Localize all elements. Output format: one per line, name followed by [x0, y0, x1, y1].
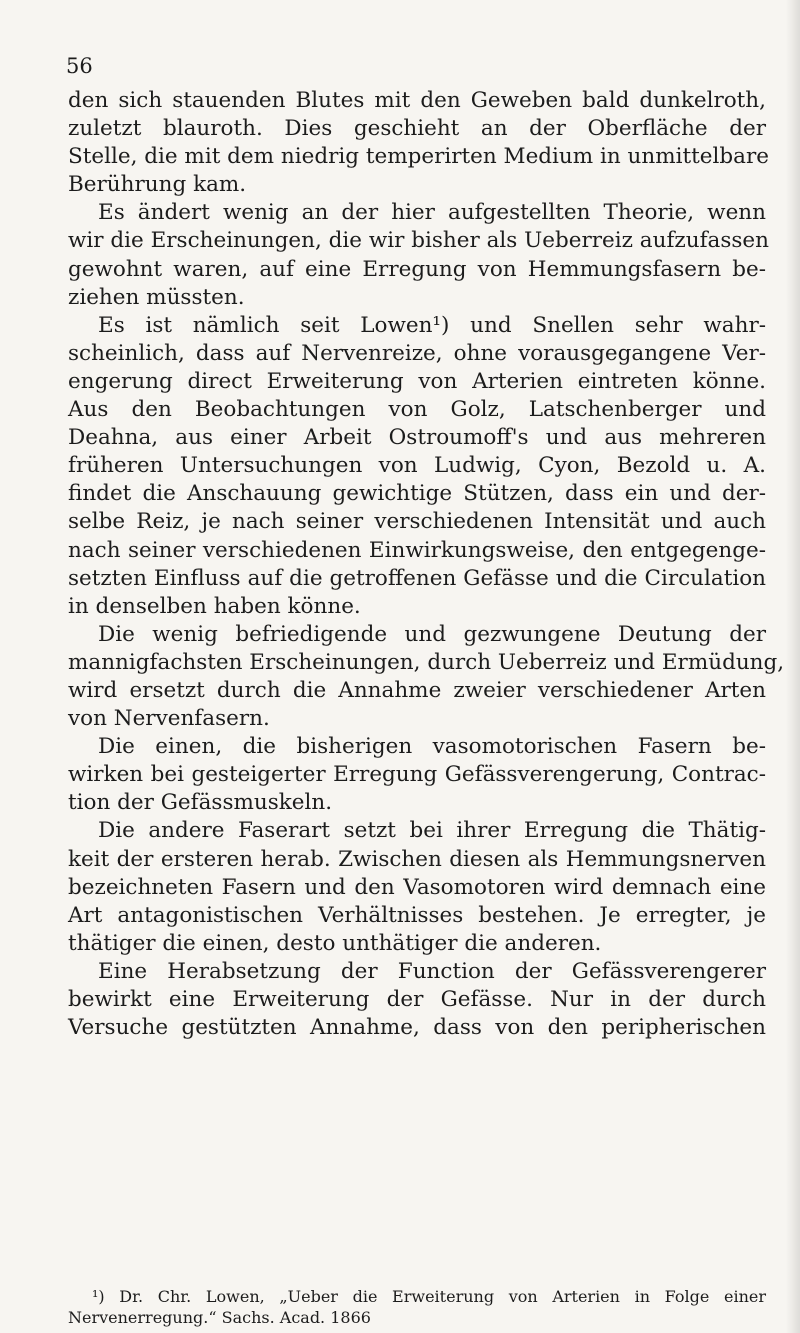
text-line: setzten Einfluss auf die getroffenen Gefässe und die Circulation — [68, 565, 766, 591]
text-line: thätiger die einen, desto unthätiger die anderen. — [68, 930, 602, 956]
text-line: gewohnt waren, auf eine Erregung von Hemmungsfasern be- — [68, 256, 766, 282]
text-line: Aus den Beobachtungen von Golz, Latschenberger und — [68, 397, 766, 423]
text-line: Deahna, aus einer Arbeit Ostroumoff's und aus mehreren — [68, 425, 766, 451]
text-line: Stelle, die mit dem niedrig temperirten Medium in unmittelbare — [68, 144, 769, 170]
text-line: findet die Anschauung gewichtige Stützen, dass ein und der- — [68, 481, 766, 507]
text-line: Die einen, die bisherigen vasomotorischen Fasern be- — [98, 734, 766, 760]
body-text — [68, 87, 785, 1042]
page-number: 56 — [66, 54, 93, 78]
page-edge-shadow — [786, 0, 800, 1333]
text-line: Berührung kam. — [68, 172, 247, 198]
text-line: wirken bei gesteigerter Erregung Gefässverengerung, Contrac- — [68, 762, 766, 788]
text-line: wir die Erscheinungen, die wir bisher als Ueberreiz aufzufassen — [68, 228, 769, 254]
text-line: Es ändert wenig an der hier aufgestellten Theorie, wenn — [98, 200, 766, 226]
text-line: früheren Untersuchungen von Ludwig, Cyon, Bezold u. A. — [68, 453, 766, 479]
text-line: engerung direct Erweiterung von Arterien eintreten könne. — [68, 368, 766, 394]
text-line: mannigfachsten Erscheinungen, durch Ueberreiz und Ermüdung, — [68, 649, 785, 675]
text-line: Die andere Faserart setzt bei ihrer Erregung die Thätig- — [98, 818, 766, 844]
text-line: zuletzt blauroth. Dies geschieht an der Oberfläche der — [68, 116, 766, 142]
text-line: bezeichneten Fasern und den Vasomotoren wird demnach eine — [68, 874, 766, 900]
text-line: den sich stauenden Blutes mit den Geweben bald dunkelroth, — [68, 88, 766, 113]
text-line: selbe Reiz, je nach seiner verschiedenen Intensität und auch — [68, 509, 766, 535]
text-line: scheinlich, dass auf Nervenreize, ohne vorausgegangene Ver- — [68, 340, 766, 366]
text-line: wird ersetzt durch die Annahme zweier verschiedener Arten — [68, 677, 766, 703]
text-line: von Nervenfasern. — [68, 706, 270, 732]
text-line: tion der Gefässmuskeln. — [68, 790, 333, 816]
text-line: Die wenig befriedigende und gezwungene Deutung der — [98, 621, 766, 647]
footnote — [68, 1286, 766, 1328]
footnote-line: Nervenerregung.“ Sachs. Acad. 1866 — [68, 1308, 371, 1327]
text-line: nach seiner verschiedenen Einwirkungsweise, den entgegenge- — [68, 537, 766, 563]
text-line: ziehen müssten. — [68, 284, 245, 310]
text-line: Art antagonistischen Verhältnisses bestehen. Je erregter, je — [68, 902, 766, 928]
text-line: in denselben haben könne. — [68, 593, 361, 619]
text-line: Eine Herabsetzung der Function der Gefässverengerer — [98, 958, 766, 984]
text-line: Es ist nämlich seit Lowen¹) und Snellen sehr wahr- — [98, 312, 766, 338]
text-line: bewirkt eine Erweiterung der Gefässe. Nur in der durch — [68, 987, 766, 1012]
text-line: keit der ersteren herab. Zwischen diesen als Hemmungsnerven — [68, 846, 766, 872]
text-line: Versuche gestützten Annahme, dass von den peripherischen — [68, 1015, 766, 1041]
footnote-line: ¹) Dr. Chr. Lowen, „Ueber die Erweiterung von Arterien in Folge einer — [92, 1287, 766, 1306]
